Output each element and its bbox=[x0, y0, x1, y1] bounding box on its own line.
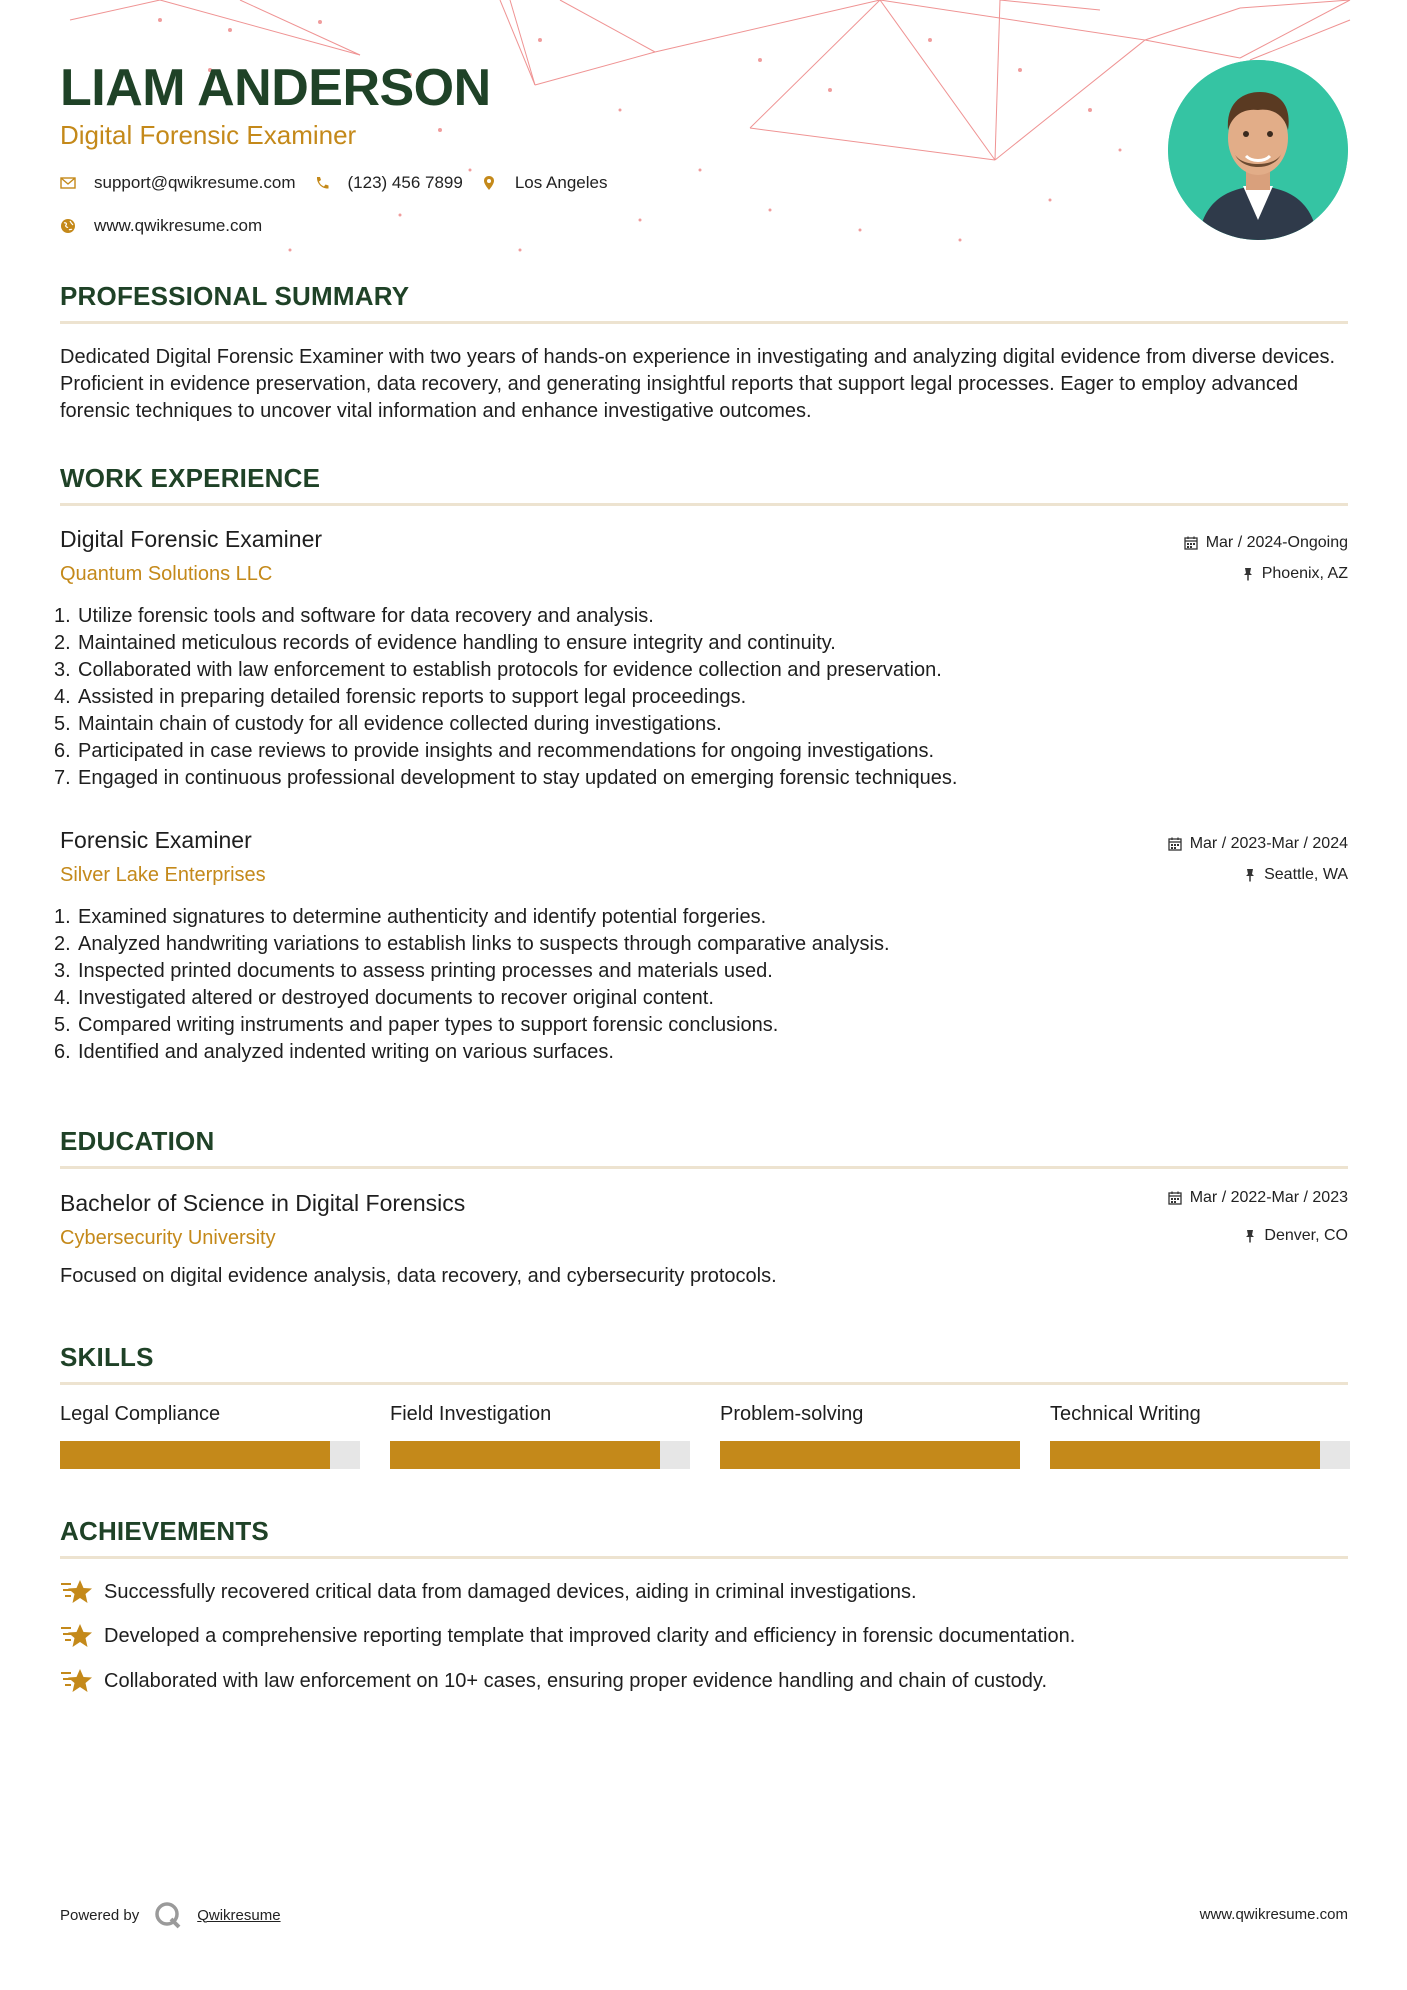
list-item: 3. Collaborated with law enforcement to establish protocols for evidence collection and preservation. bbox=[54, 659, 942, 681]
calendar-icon bbox=[1168, 837, 1182, 851]
job-location-text: Phoenix, AZ bbox=[1261, 565, 1348, 582]
map-pin-icon bbox=[481, 175, 497, 191]
calendar-icon bbox=[1168, 1191, 1182, 1205]
contact-phone bbox=[314, 173, 463, 193]
list-item: 5. Compared writing instruments and paper types to support forensic conclusions. bbox=[54, 1014, 779, 1036]
job-title: Digital Forensic Examiner bbox=[60, 526, 323, 552]
job-location-text: Seattle, WA bbox=[1264, 866, 1348, 883]
phone-icon bbox=[314, 175, 330, 191]
job-dates bbox=[1168, 835, 1348, 853]
achievement-item bbox=[60, 1622, 1075, 1650]
website-text: www.qwikresume.com bbox=[94, 216, 263, 235]
list-item: 3. Inspected printed documents to assess printing processes and materials used. bbox=[54, 960, 773, 982]
skill-item bbox=[1050, 1403, 1350, 1426]
achievement-text: Collaborated with law enforcement on 10+ cases, ensuring proper evidence handling and chain of custody. bbox=[104, 1669, 1047, 1692]
contact-website[interactable] bbox=[60, 216, 262, 236]
section-divider bbox=[60, 321, 1348, 324]
skill-bar-track bbox=[720, 1441, 1020, 1469]
contact-location bbox=[481, 173, 608, 193]
job-responsibilities bbox=[54, 603, 1260, 792]
section-divider bbox=[60, 503, 1348, 506]
list-item: 1. Utilize forensic tools and software for data recovery and analysis. bbox=[54, 605, 654, 627]
list-item: 5. Maintain chain of custody for all evidence collected during investigations. bbox=[54, 713, 722, 735]
skill-bar-fill bbox=[60, 1441, 330, 1469]
skill-label: Field Investigation bbox=[390, 1403, 552, 1425]
job-dates-text: Mar / 2024-Ongoing bbox=[1205, 534, 1348, 551]
education-location-text: Denver, CO bbox=[1264, 1227, 1348, 1244]
list-item: 7. Engaged in continuous professional development to stay updated on emerging forensic techniques. bbox=[54, 767, 958, 789]
skill-label: Technical Writing bbox=[1050, 1403, 1201, 1425]
section-title-education: EDUCATION bbox=[60, 1126, 215, 1156]
profile-photo bbox=[1168, 60, 1348, 240]
skill-item bbox=[390, 1403, 690, 1426]
section-divider bbox=[60, 1166, 1348, 1169]
candidate-title: Digital Forensic Examiner bbox=[60, 120, 357, 150]
education-description: Focused on digital evidence analysis, data recovery, and cybersecurity protocols. bbox=[60, 1265, 777, 1287]
job-responsibilities bbox=[54, 904, 1260, 1066]
section-title-experience: WORK EXPERIENCE bbox=[60, 463, 321, 493]
list-item: 4. Investigated altered or destroyed documents to recover original content. bbox=[54, 987, 714, 1009]
powered-by-label: Powered by bbox=[60, 1906, 140, 1924]
calendar-icon bbox=[1184, 536, 1198, 550]
job-location bbox=[1244, 866, 1348, 884]
contact-email[interactable] bbox=[60, 173, 296, 193]
skill-label: Problem-solving bbox=[720, 1403, 864, 1425]
list-item: 4. Assisted in preparing detailed forensic reports to support legal proceedings. bbox=[54, 686, 747, 708]
section-title-skills: SKILLS bbox=[60, 1342, 154, 1372]
footer-website[interactable]: www.qwikresume.com bbox=[1199, 1906, 1348, 1923]
profile-photo-illustration bbox=[1168, 60, 1348, 240]
skill-label: Legal Compliance bbox=[60, 1403, 221, 1425]
summary-text: Dedicated Digital Forensic Examiner with two years of hands-on experience in investigating and analyzing digital evidence from diverse devices. Proficient in evidence preservation, data recovery, and generating insightful reports that support legal processes. Eager to employ advanced forensic techniques to uncover vital information and enhance investigative outcomes. bbox=[60, 346, 1336, 422]
achievement-item bbox=[60, 1667, 1047, 1695]
job-company: Quantum Solutions LLC bbox=[60, 563, 273, 585]
contact-row-secondary bbox=[60, 216, 280, 236]
job-dates-text: Mar / 2023-Mar / 2024 bbox=[1189, 835, 1348, 852]
star-badge-icon bbox=[60, 1667, 92, 1695]
list-item: 1. Examined signatures to determine authenticity and identify potential forgeries. bbox=[54, 906, 767, 928]
star-badge-icon bbox=[60, 1578, 92, 1606]
section-title-achievements: ACHIEVEMENTS bbox=[60, 1516, 269, 1546]
job-company: Silver Lake Enterprises bbox=[60, 864, 266, 886]
skill-bar-fill bbox=[1050, 1441, 1320, 1469]
section-divider bbox=[60, 1382, 1348, 1385]
qwikresume-logo-icon bbox=[153, 1900, 183, 1930]
contact-row-primary bbox=[60, 173, 625, 193]
section-title-summary: PROFESSIONAL SUMMARY bbox=[60, 281, 410, 311]
skill-item bbox=[60, 1403, 360, 1426]
skill-bar-track bbox=[390, 1441, 690, 1469]
candidate-name: LIAM ANDERSON bbox=[60, 59, 491, 117]
section-divider bbox=[60, 1556, 1348, 1559]
qwikresume-link[interactable]: Qwikresume bbox=[197, 1906, 281, 1924]
globe-icon bbox=[60, 218, 76, 234]
list-item: 2. Maintained meticulous records of evidence handling to ensure integrity and continuity. bbox=[54, 632, 836, 654]
skill-item bbox=[720, 1403, 1020, 1426]
education-dates bbox=[1168, 1189, 1348, 1207]
achievement-text: Developed a comprehensive reporting template that improved clarity and efficiency in forensic documentation. bbox=[104, 1624, 1076, 1647]
job-title: Forensic Examiner bbox=[60, 827, 252, 853]
skill-bar-track bbox=[60, 1441, 360, 1469]
star-badge-icon bbox=[60, 1622, 92, 1650]
phone-text: (123) 456 7899 bbox=[347, 173, 463, 192]
footer-powered-by bbox=[60, 1900, 281, 1930]
pushpin-icon bbox=[1242, 567, 1254, 581]
location-text: Los Angeles bbox=[514, 173, 608, 192]
skill-bar-fill bbox=[390, 1441, 660, 1469]
achievement-item bbox=[60, 1578, 917, 1606]
pushpin-icon bbox=[1244, 868, 1256, 882]
education-degree: Bachelor of Science in Digital Forensics bbox=[60, 1190, 466, 1216]
skill-bar-fill bbox=[720, 1441, 1020, 1469]
job-location bbox=[1242, 565, 1348, 583]
skill-bar-track bbox=[1050, 1441, 1350, 1469]
education-dates-text: Mar / 2022-Mar / 2023 bbox=[1189, 1189, 1348, 1206]
list-item: 6. Identified and analyzed indented writing on various surfaces. bbox=[54, 1041, 614, 1063]
email-text: support@qwikresume.com bbox=[94, 173, 296, 192]
education-location bbox=[1244, 1227, 1348, 1245]
list-item: 2. Analyzed handwriting variations to establish links to suspects through comparative analysis. bbox=[54, 933, 890, 955]
envelope-icon bbox=[60, 175, 76, 191]
list-item: 6. Participated in case reviews to provide insights and recommendations for ongoing investigations. bbox=[54, 740, 935, 762]
pushpin-icon bbox=[1244, 1229, 1256, 1243]
achievement-text: Successfully recovered critical data from damaged devices, aiding in criminal investigations. bbox=[104, 1580, 917, 1603]
education-school: Cybersecurity University bbox=[60, 1227, 276, 1249]
job-dates bbox=[1184, 534, 1348, 552]
